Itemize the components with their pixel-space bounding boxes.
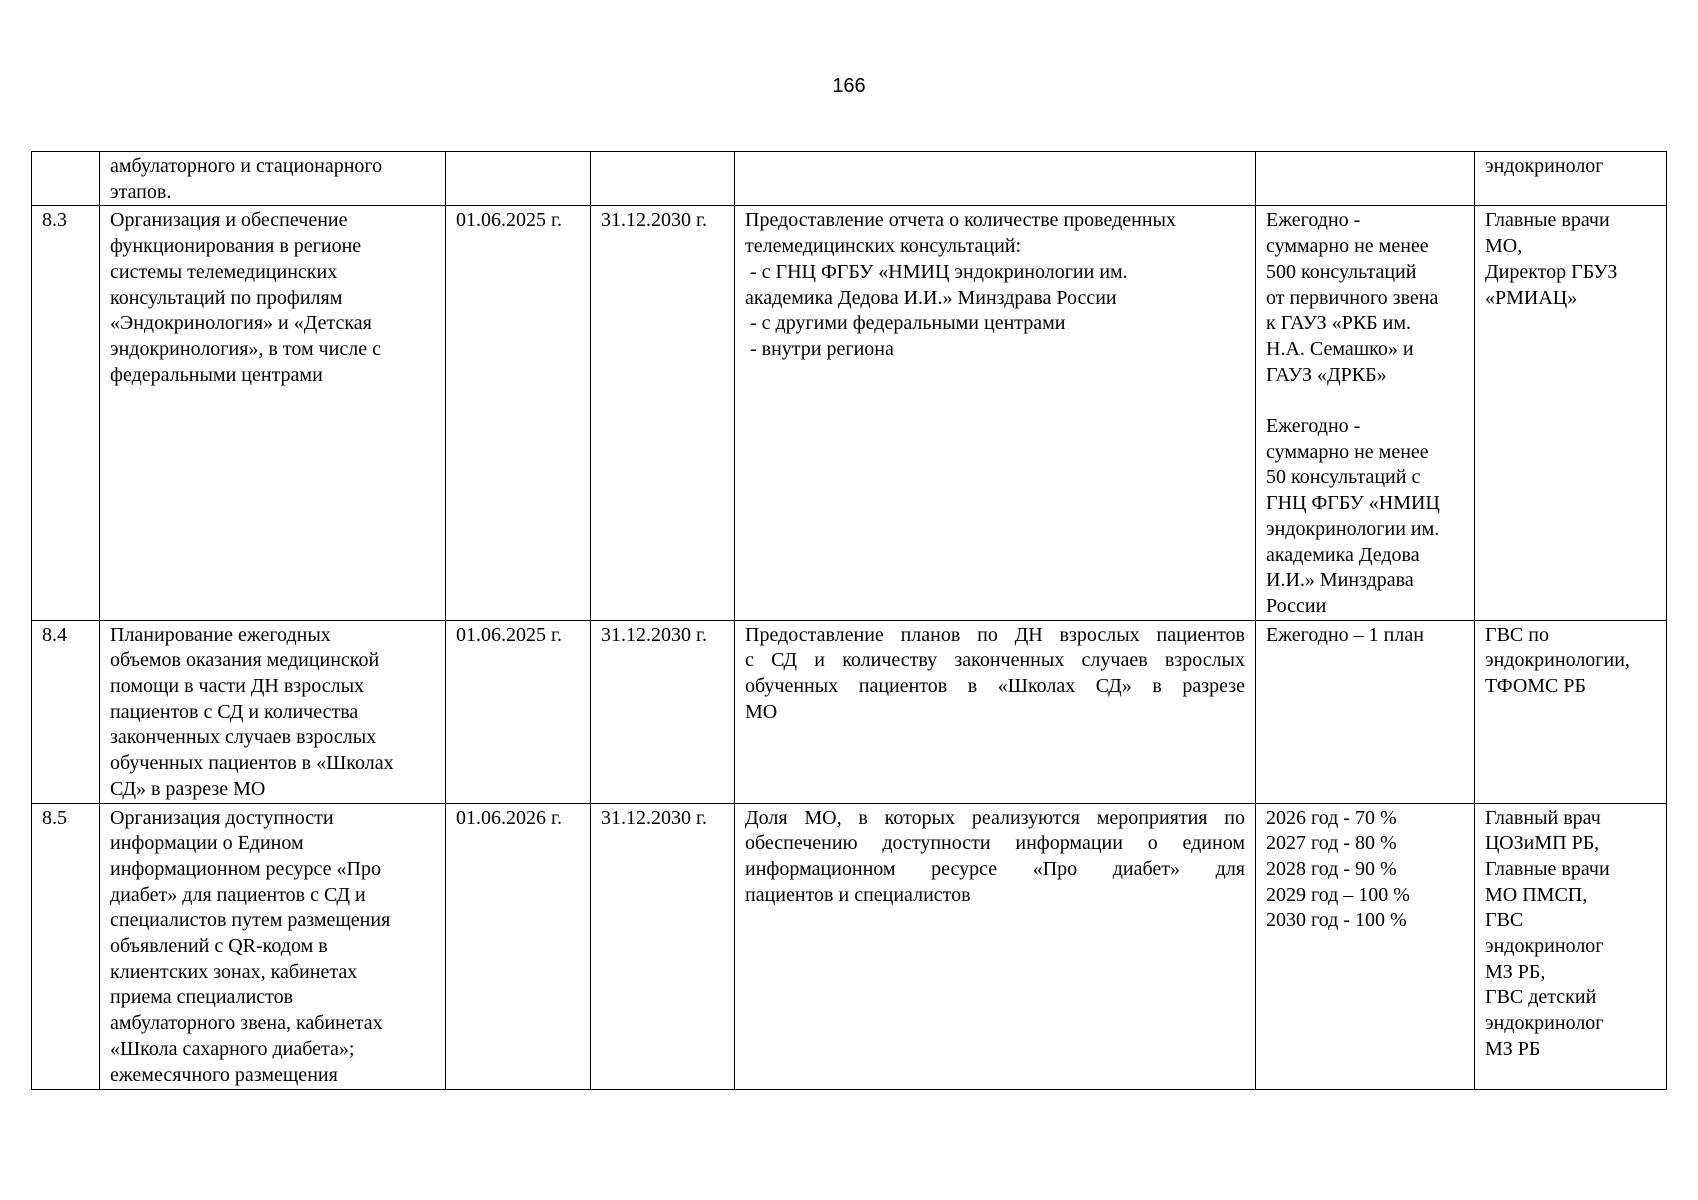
indicator-line: 2029 год – 100 % xyxy=(1266,883,1410,906)
result-cell xyxy=(735,152,1256,206)
result-line: - внутри региона xyxy=(745,337,894,360)
responsible-line: МО, xyxy=(1485,235,1523,258)
end-date: 31.12.2030 г. xyxy=(601,806,707,829)
event-line: системы телемедицинских xyxy=(110,260,338,283)
row-number: 8.4 xyxy=(42,623,67,646)
responsible-line: Директор ГБУЗ xyxy=(1485,260,1618,283)
result-line: академика Дедова И.И.» Минздрава России xyxy=(745,286,1117,309)
end-date-cell xyxy=(591,152,735,206)
indicator-line: 50 консультаций с xyxy=(1266,466,1421,489)
end-date-cell xyxy=(591,620,735,803)
responsible-line: эндокринолог xyxy=(1485,935,1604,958)
table-row xyxy=(32,620,1667,803)
responsible-line: Главные врачи xyxy=(1485,209,1610,232)
event-line: амбулаторного и стационарного xyxy=(110,155,383,177)
responsible-line: эндокринолог xyxy=(1485,155,1604,177)
indicator-line: 2027 год - 80 % xyxy=(1266,832,1397,855)
result-line: пациентов и специалистов xyxy=(745,883,971,906)
responsible-line: МЗ РБ, xyxy=(1485,960,1546,983)
indicator-cell xyxy=(1256,206,1475,620)
end-date-cell xyxy=(591,206,735,620)
responsible-line: «РМИАЦ» xyxy=(1485,286,1578,309)
event-line: информационном ресурсе «Про xyxy=(110,857,381,880)
indicator-gap xyxy=(1266,388,1464,414)
indicator-line: Н.А. Семашко» и xyxy=(1266,337,1414,360)
result-cell xyxy=(735,206,1256,620)
indicator-line: ГАУЗ «ДРКБ» xyxy=(1266,363,1387,386)
event-line: информации о Едином xyxy=(110,832,304,855)
responsible-line: ЦОЗиМП РБ, xyxy=(1485,832,1600,855)
indicator-line: И.И.» Минздрава xyxy=(1266,569,1414,592)
start-date: 01.06.2026 г. xyxy=(456,806,562,829)
result-line: Доля МО, в которых реализуются мероприятия по xyxy=(745,806,1245,829)
result-cell xyxy=(735,803,1256,1089)
indicator-cell xyxy=(1256,620,1475,803)
indicator-line: 2030 год - 100 % xyxy=(1266,909,1407,932)
result-cell xyxy=(735,620,1256,803)
event-line: СД» в разрезе МО xyxy=(110,777,266,800)
event-line: «Эндокринология» и «Детская xyxy=(110,312,372,335)
event-line: законченных случаев взрослых xyxy=(110,726,377,749)
event-cell xyxy=(100,206,446,620)
responsible-line: эндокринологии, xyxy=(1485,649,1630,672)
result-line: Предоставление отчета о количестве проведенных xyxy=(745,209,1176,232)
row-number: 8.5 xyxy=(42,806,67,829)
plan-table xyxy=(31,151,1667,1090)
row-number-cell xyxy=(32,620,100,803)
responsible-line: ТФОМС РБ xyxy=(1485,675,1586,698)
row-number: 8.3 xyxy=(42,209,67,232)
start-date-cell xyxy=(446,206,591,620)
table-row xyxy=(32,152,1667,206)
indicator-line: суммарно не менее xyxy=(1266,235,1429,258)
result-line: - с ГНЦ ФГБУ «НМИЦ эндокринологии им. xyxy=(745,260,1128,283)
event-line: Планирование ежегодных xyxy=(110,623,331,646)
event-line: Организация доступности xyxy=(110,806,334,829)
event-line: «Школа сахарного диабета»; xyxy=(110,1037,355,1060)
event-line: этапов. xyxy=(110,180,172,203)
result-line: обученных пациентов в «Школах СД» в разрезе xyxy=(745,675,1245,698)
result-line: обеспечению доступности информации о едином xyxy=(745,832,1245,855)
event-line: приема специалистов xyxy=(110,986,294,1009)
indicator-line: академика Дедова xyxy=(1266,543,1420,566)
responsible-line: Главный врач xyxy=(1485,806,1601,829)
table-row xyxy=(32,803,1667,1089)
responsible-line: эндокринолог xyxy=(1485,1012,1604,1035)
responsible-line: ГВС по xyxy=(1485,623,1549,646)
indicator-line: 500 консультаций xyxy=(1266,260,1417,283)
event-line: специалистов путем размещения xyxy=(110,909,391,932)
event-line: ежемесячного размещения xyxy=(110,1063,338,1086)
indicator-line: Ежегодно - xyxy=(1266,209,1361,232)
row-number-cell xyxy=(32,206,100,620)
responsible-line: ГВС детский xyxy=(1485,986,1597,1009)
event-cell xyxy=(100,620,446,803)
page-number: 166 xyxy=(832,75,866,97)
event-line: эндокринология», в том числе с xyxy=(110,337,381,360)
start-date-cell xyxy=(446,620,591,803)
event-line: помощи в части ДН взрослых xyxy=(110,675,365,698)
indicator-line: ГНЦ ФГБУ «НМИЦ xyxy=(1266,492,1440,515)
event-line: объемов оказания медицинской xyxy=(110,649,380,672)
event-line: объявлений с QR-кодом в xyxy=(110,935,328,958)
result-line: - с другими федеральными центрами xyxy=(745,312,1066,335)
result-line: МО xyxy=(745,700,778,723)
indicator-cell xyxy=(1256,803,1475,1089)
indicator-line: от первичного звена xyxy=(1266,286,1439,309)
indicator-line: Ежегодно – 1 план xyxy=(1266,623,1424,646)
end-date: 31.12.2030 г. xyxy=(601,623,707,646)
responsible-cell xyxy=(1475,206,1667,620)
responsible-cell xyxy=(1475,803,1667,1089)
responsible-line: Главные врачи xyxy=(1485,857,1610,880)
result-line: с СД и количеству законченных случаев взрослых xyxy=(745,649,1245,672)
event-line: амбулаторного звена, кабинетах xyxy=(110,1012,383,1035)
indicator-line: России xyxy=(1266,594,1327,617)
indicator-line: эндокринологии им. xyxy=(1266,517,1440,540)
event-line: функционирования в регионе xyxy=(110,235,362,258)
responsible-line: ГВС xyxy=(1485,909,1524,932)
end-date: 31.12.2030 г. xyxy=(601,209,707,232)
event-line: клиентских зонах, кабинетах xyxy=(110,960,358,983)
event-line: Организация и обеспечение xyxy=(110,209,348,232)
responsible-line: МО ПМСП, xyxy=(1485,883,1588,906)
event-line: федеральными центрами xyxy=(110,363,323,386)
result-line: информационном ресурсе «Про диабет» для xyxy=(745,857,1245,880)
row-number-cell xyxy=(32,152,100,206)
event-line: пациентов с СД и количества xyxy=(110,700,359,723)
responsible-cell xyxy=(1475,620,1667,803)
result-line: Предоставление планов по ДН взрослых пациентов xyxy=(745,623,1245,646)
start-date: 01.06.2025 г. xyxy=(456,623,562,646)
indicator-line: к ГАУЗ «РКБ им. xyxy=(1266,312,1412,335)
start-date-cell xyxy=(446,152,591,206)
responsible-line: МЗ РБ xyxy=(1485,1037,1541,1060)
event-cell xyxy=(100,803,446,1089)
row-number-cell xyxy=(32,803,100,1089)
event-cell xyxy=(100,152,446,206)
indicator-cell xyxy=(1256,152,1475,206)
indicator-line: 2028 год - 90 % xyxy=(1266,857,1397,880)
table-row xyxy=(32,206,1667,620)
start-date: 01.06.2025 г. xyxy=(456,209,562,232)
indicator-line: суммарно не менее xyxy=(1266,440,1429,463)
event-line: обученных пациентов в «Школах xyxy=(110,752,394,775)
end-date-cell xyxy=(591,803,735,1089)
responsible-cell xyxy=(1475,152,1667,206)
start-date-cell xyxy=(446,803,591,1089)
indicator-line: Ежегодно - xyxy=(1266,415,1361,438)
indicator-line: 2026 год - 70 % xyxy=(1266,806,1397,829)
event-line: консультаций по профилям xyxy=(110,286,343,309)
result-line: телемедицинских консультаций: xyxy=(745,235,1022,258)
event-line: диабет» для пациентов с СД и xyxy=(110,883,366,906)
